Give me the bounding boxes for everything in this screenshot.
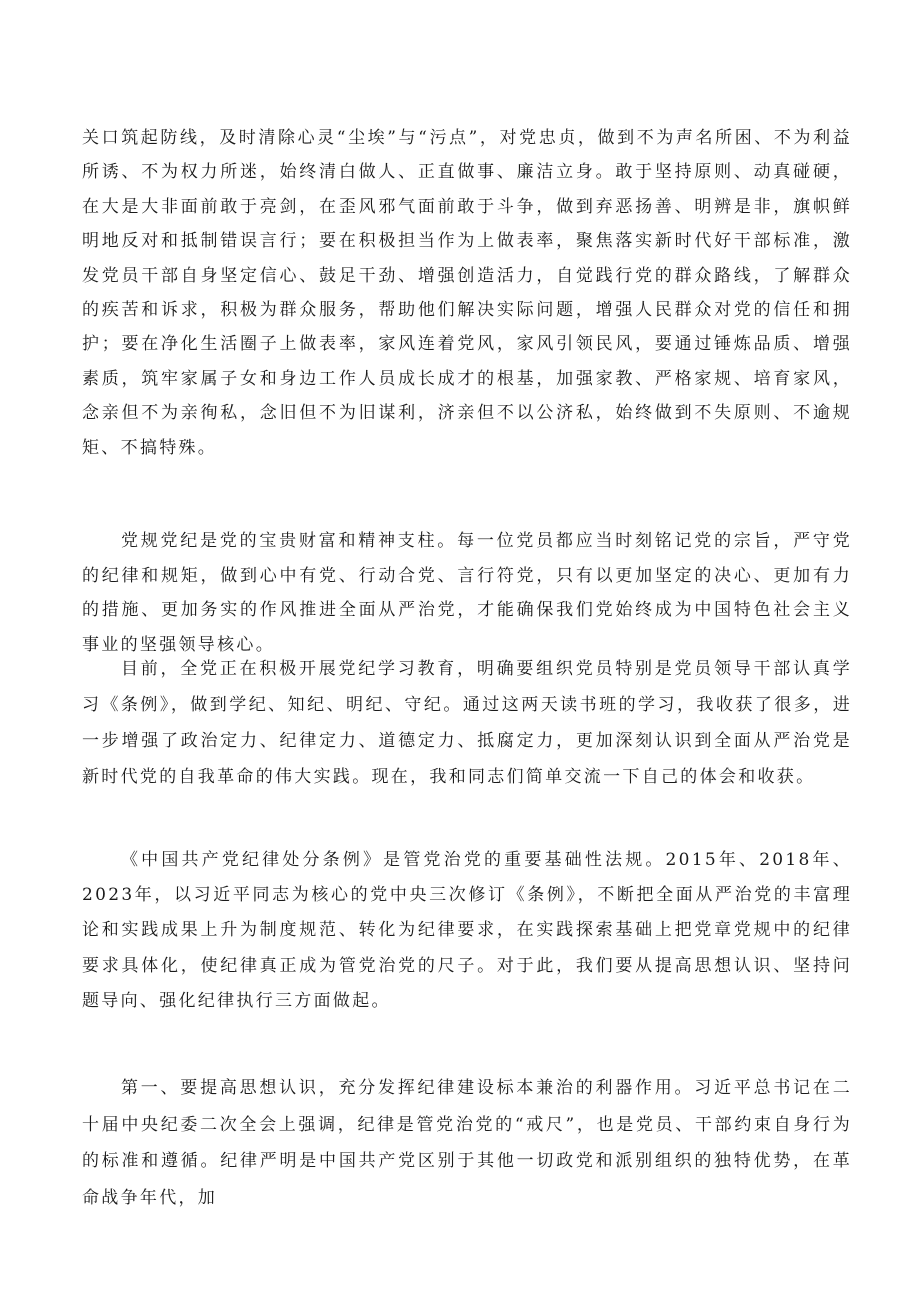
- paragraph-party-rules: 党规党纪是党的宝贵财富和精神支柱。每一位党员都应当时刻铭记党的宗旨，严守党的纪律和规矩，做到心中有党、行动合党、言行符党，只有以更加坚定的决心、更加有力的措施、更加务实的作风推进全面从严治党，才能确保我们党始终成为中国特色社会主义事业的坚强领导核心。: [82, 531, 852, 655]
- paragraph-first-point: 第一、要提高思想认识，充分发挥纪律建设标本兼治的利器作用。习近平总书记在二十届中央纪委二次全会上强调，纪律是管党治党的“戒尺”，也是党员、干部约束自身行为的标准和遵循。纪律严明是中国共产党区别于其他一切政党和派别组织的独特优势，在革命战争年代，加: [82, 1078, 852, 1208]
- paragraph-study-education: 目前，全党正在积极开展党纪学习教育，明确要组织党员特别是党员领导干部认真学习《条例》，做到学纪、知纪、明纪、守纪。通过这两天读书班的学习，我收获了很多，进一步增强了政治定力、纪律定力、道德定力、抵腐定力，更加深刻认识到全面从严治党是新时代党的自我革命的伟大实践。现在，我和同志们简单交流一下自己的体会和收获。: [82, 659, 852, 787]
- paragraph-continued: 关口筑起防线，及时清除心灵“尘埃”与“污点”，对党忠贞，做到不为声名所困、不为利益所诱、不为权力所迷，始终清白做人、正直做事、廉洁立身。敢于坚持原则、动真碰硬，在大是大非面前敢于亮剑，在歪风邪气面前敢于斗争，做到弃恶扬善、明辨是非，旗帜鲜明地反对和抵制错误言行；要在积极担当作为上做表率，聚焦落实新时代好干部标准，激发党员干部自身坚定信心、鼓足干劲、增强创造活力，自觉践行党的群众路线，了解群众的疾苦和诉求，积极为群众服务，帮助他们解决实际问题，增强人民群众对党的信任和拥护；要在净化生活圈子上做表率，家风连着党风，家风引领民风，要通过锤炼品质、增强素质，筑牢家属子女和身边工作人员成长成才的根基，加强家教、严格家规、培育家风，念亲但不为亲徇私，念旧但不为旧谋利，济亲但不以公济私，始终做到不失原则、不逾规矩、不搞特殊。: [82, 128, 852, 458]
- paragraph-regulations: 《中国共产党纪律处分条例》是管党治党的重要基础性法规。2015年、2018年、2023年，以习近平同志为核心的党中央三次修订《条例》，不断把全面从严治党的丰富理论和实践成果上升为制度规范、转化为纪律要求，在实践探索基础上把党章党规中的纪律要求具体化，使纪律真正成为管党治党的尺子。对于此，我们要从提高思想认识、坚持问题导向、强化纪律执行三方面做起。: [82, 850, 852, 1011]
